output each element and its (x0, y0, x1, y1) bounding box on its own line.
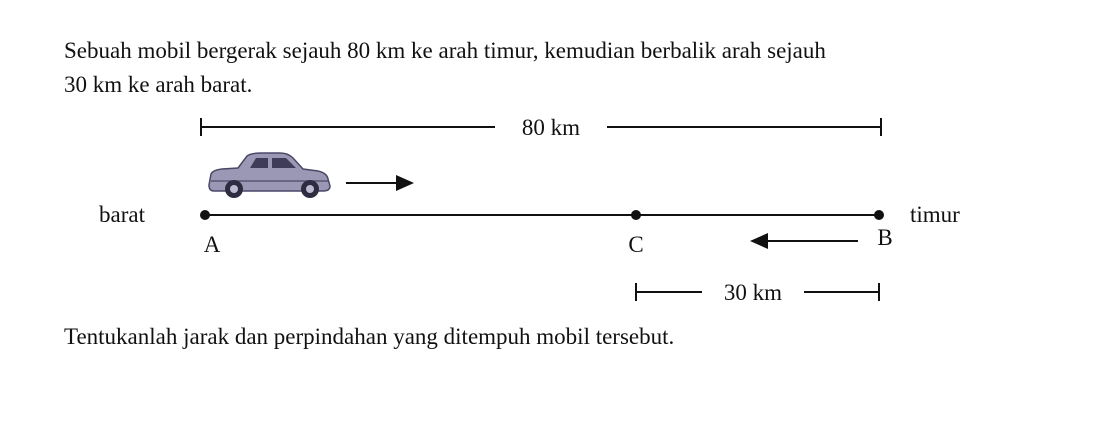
point-a-label: A (203, 232, 221, 257)
point-a-dot (200, 210, 210, 220)
point-b-label: B (877, 225, 893, 250)
arrow-left-icon (750, 233, 858, 249)
point-c-dot (631, 210, 641, 220)
car-icon (209, 153, 330, 198)
dimension-30km-label: 30 km (723, 280, 783, 305)
point-c-label: C (628, 232, 644, 257)
dimension-80km-label: 80 km (521, 115, 581, 140)
point-b-dot (874, 210, 884, 220)
direction-east-label: timur (910, 202, 960, 227)
problem-text-line-2: 30 km ke arah barat. (64, 72, 253, 97)
arrow-right-icon (346, 175, 414, 191)
question-text: Tentukanlah jarak dan perpindahan yang ditempuh mobil tersebut. (64, 324, 675, 349)
direction-west-label: barat (99, 202, 145, 227)
problem-text-line-1: Sebuah mobil bergerak sejauh 80 km ke arah timur, kemudian berbalik arah sejauh (64, 38, 826, 63)
